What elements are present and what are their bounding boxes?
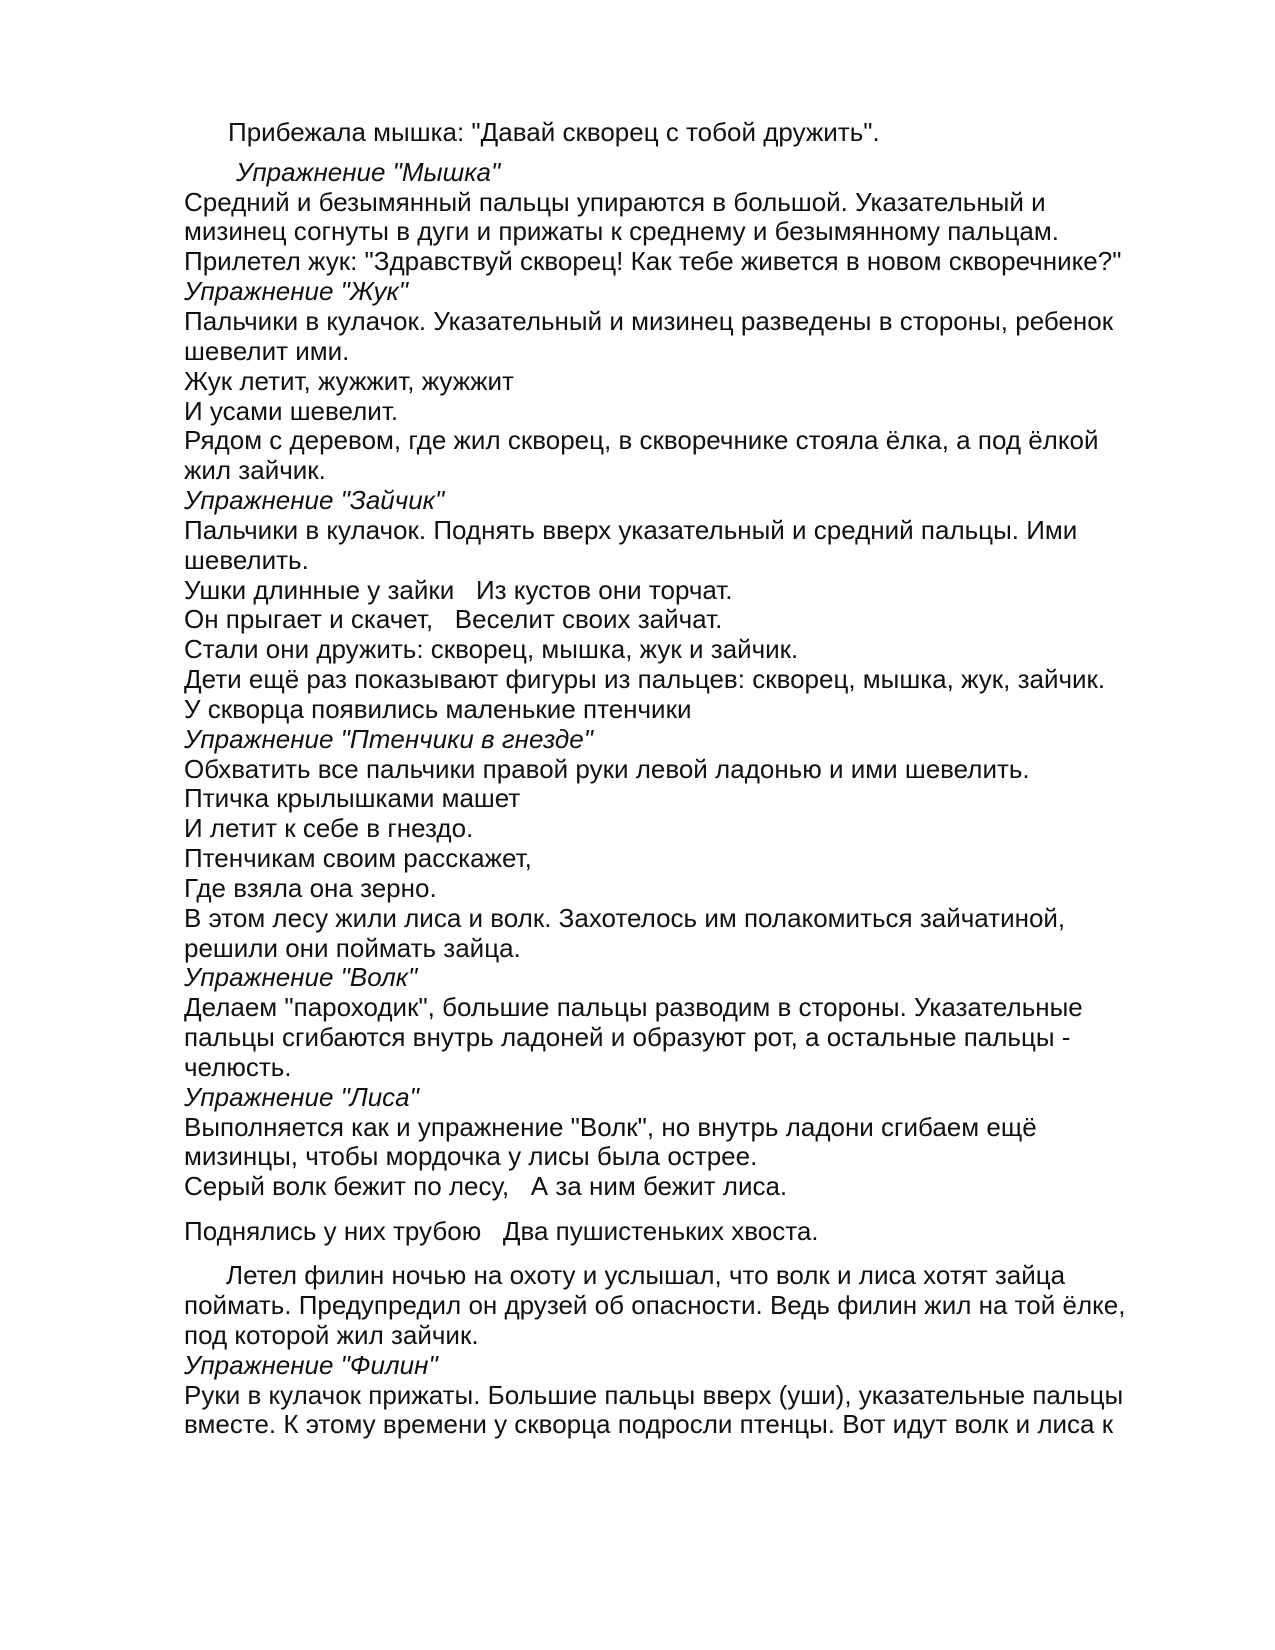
exercise-heading: Упражнение "Лиса": [184, 1082, 419, 1112]
text-line: Рядом с деревом, где жил скворец, в скворечнике стояла ёлка, а под ёлкой: [184, 425, 1099, 455]
text-line: Он прыгает и скачет, Веселит своих зайчат.: [184, 604, 723, 634]
text-line: поймать. Предупредил он друзей об опасности. Ведь филин жил на той ёлке,: [184, 1290, 1126, 1320]
text-line: Поднялись у них трубою Два пушистеньких хвоста.: [184, 1216, 819, 1246]
text-line: Обхватить все пальчики правой руки левой ладонью и ими шевелить.: [184, 754, 1030, 784]
text-line: Выполняется как и упражнение "Волк", но внутрь ладони сгибаем ещё: [184, 1112, 1037, 1142]
text-line: Птенчикам своим расскажет,: [184, 843, 532, 873]
text-line: И усами шевелит.: [184, 396, 399, 426]
text-line: Ушки длинные у зайки Из кустов они торчат.: [184, 575, 733, 605]
text-line: Руки в кулачок прижаты. Большие пальцы вверх (уши), указательные пальцы: [184, 1380, 1124, 1410]
text-line: вместе. К этому времени у скворца подросли птенцы. Вот идут волк и лиса к: [184, 1409, 1114, 1439]
text-line: Пальчики в кулачок. Указательный и мизинец разведены в стороны, ребенок: [184, 306, 1114, 336]
exercise-heading: Упражнение "Волк": [184, 962, 418, 992]
text-line: Птичка крылышками машет: [184, 783, 521, 813]
exercise-heading: Упражнение "Зайчик": [184, 485, 445, 515]
exercise-heading: Упражнение "Жук": [184, 276, 408, 306]
text-line: под которой жил зайчик.: [184, 1320, 479, 1350]
text-line: решили они поймать зайца.: [184, 933, 521, 963]
text-line: мизинец согнуты в дуги и прижаты к среднему и безымянному пальцам.: [184, 216, 1059, 246]
text-line: И летит к себе в гнездо.: [184, 813, 474, 843]
text-line: Серый волк бежит по лесу, А за ним бежит лиса.: [184, 1171, 788, 1201]
text-line: Пальчики в кулачок. Поднять вверх указательный и средний пальцы. Ими: [184, 515, 1078, 545]
text-line: Дети ещё раз показывают фигуры из пальцев: скворец, мышка, жук, зайчик.: [184, 664, 1106, 694]
text-line: жил зайчик.: [184, 455, 326, 485]
text-line: шевелить.: [184, 545, 309, 575]
text-line: пальцы сгибаются внутрь ладоней и образуют рот, а остальные пальцы -: [184, 1022, 1071, 1052]
text-line: Где взяла она зерно.: [184, 873, 437, 903]
text-line: челюсть.: [184, 1052, 292, 1082]
text-line: Летел филин ночью на охоту и услышал, что волк и лиса хотят зайца: [226, 1260, 1066, 1290]
text-line: Прилетел жук: "Здравствуй скворец! Как тебе живется в новом скворечнике?": [184, 246, 1122, 276]
text-line: Стали они дружить: скворец, мышка, жук и зайчик.: [184, 634, 799, 664]
exercise-heading: Упражнение "Мышка": [236, 157, 501, 187]
text-line: В этом лесу жили лиса и волк. Захотелось им полакомиться зайчатиной,: [184, 903, 1066, 933]
text-line: мизинцы, чтобы мордочка у лисы была острее.: [184, 1141, 758, 1171]
exercise-heading: Упражнение "Филин": [184, 1350, 438, 1380]
text-line: Средний и безымянный пальцы упираются в большой. Указательный и: [184, 187, 1046, 217]
text-line: Делаем "пароходик", большие пальцы разводим в стороны. Указательные: [184, 992, 1083, 1022]
exercise-heading: Упражнение "Птенчики в гнезде": [184, 724, 593, 754]
text-line: шевелит ими.: [184, 336, 350, 366]
text-line: Жук летит, жужжит, жужжит: [184, 366, 514, 396]
text-line: Прибежала мышка: "Давай скворец с тобой дружить".: [228, 117, 880, 147]
text-line: У скворца появились маленькие птенчики: [184, 694, 692, 724]
